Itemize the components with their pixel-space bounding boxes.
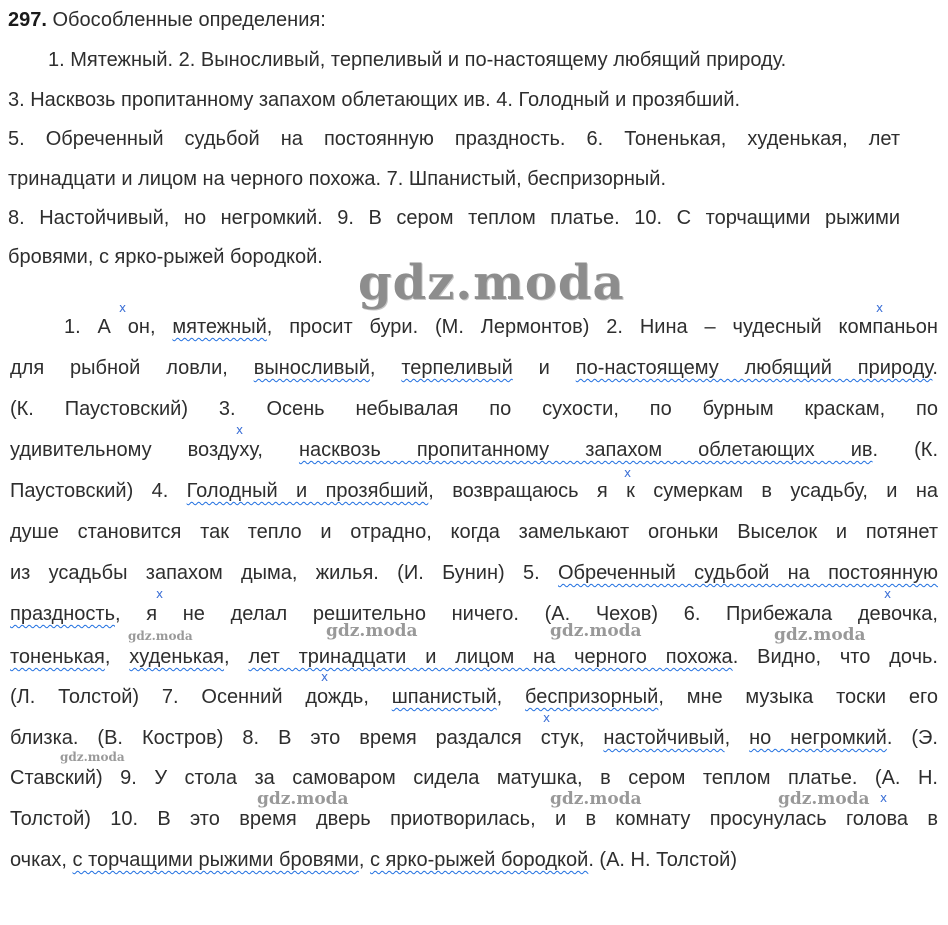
underlined-definition: Обреченный судьбой на постоянную [558, 562, 939, 584]
subject-mark: x [880, 791, 888, 805]
text-fragment: . (К. [872, 439, 938, 461]
underlined-definition: насквозь пропитанному запахом облетающих ив [298, 439, 873, 461]
underlined-definition: Голодный и прозябший [186, 480, 429, 502]
watermark-logo: gdz.moda [550, 789, 642, 809]
task-header [8, 8, 326, 32]
text-fragment: . [932, 357, 938, 379]
sentence-line [10, 685, 938, 709]
sentence-line [10, 807, 938, 831]
text-fragment: (Л. Толстой) 7. Осенний дождь, [10, 686, 392, 708]
sentence-line [10, 397, 938, 421]
sentence-line [10, 438, 938, 462]
subject-mark: x [156, 587, 164, 601]
text-fragment: , [496, 686, 526, 708]
subject-mark: x [543, 711, 551, 725]
text-fragment: для рыбной ловли, [10, 357, 254, 379]
watermark-logo: gdz.moda [257, 789, 349, 809]
underlined-definition: шпанистый [391, 686, 497, 708]
watermark-logo: gdz.moda [358, 255, 625, 311]
text-fragment: Паустовский) 4. [10, 480, 187, 502]
summary-line: 1. Мятежный. 2. Выносливый, терпеливый и по-настоящему любящий природу. [48, 49, 787, 71]
sentence-line [10, 479, 938, 503]
text-fragment: и [512, 357, 576, 379]
text-fragment: очках, [10, 849, 73, 871]
text-fragment: , [358, 849, 370, 871]
text-fragment: , [369, 357, 402, 379]
watermark-logo: gdz.moda [778, 789, 870, 809]
subject-mark: x [624, 466, 632, 480]
sentence-line [10, 520, 938, 544]
subject-mark: x [321, 670, 329, 684]
underlined-definition: терпеливый [401, 357, 513, 379]
text-fragment: Ставский) 9. У стола за самоваром сидела матушка, в сером теплом платье. (А. Н. [10, 767, 938, 789]
underlined-definition: беспризорный [525, 686, 659, 708]
watermark-logo: gdz.moda [550, 621, 642, 641]
sentence-line [10, 766, 938, 790]
sentence-line [10, 561, 938, 585]
text-fragment: . Видно, что дочь. [732, 646, 938, 668]
underlined-definition: лет тринадцати и лицом на черного похожа [248, 646, 733, 668]
watermark-logo: gdz.moda [128, 629, 193, 643]
text-fragment: , возвращаюсь я к сумеркам в усадьбу, и на [428, 480, 938, 502]
summary-line: 8. Настойчивый, но негромкий. 9. В сером теплом платье. 10. С торчащими рыжими [8, 207, 900, 229]
underlined-definition: выносливый [253, 357, 370, 379]
subject-mark: x [119, 301, 127, 315]
subject-mark: x [876, 301, 884, 315]
sentence-line [10, 848, 737, 872]
text-fragment: . (Э. [886, 727, 938, 749]
text-fragment: , я не делал решительно ничего. (А. Чехов) 6. Прибежала девочка, [115, 603, 938, 625]
watermark-logo: gdz.moda [326, 621, 418, 641]
text-fragment: , [724, 727, 750, 749]
underlined-definition: тоненькая [10, 646, 105, 668]
subject-mark: x [236, 423, 244, 437]
subject-mark: x [884, 587, 892, 601]
underlined-definition: с ярко-рыжей бородкой [369, 849, 589, 871]
text-fragment: из усадьбы запахом дыма, жилья. (И. Бунин) 5. [10, 562, 558, 584]
text-fragment: удивительному воздуху, [10, 439, 299, 461]
text-fragment: , мне музыка тоски его [658, 686, 938, 708]
watermark-logo: gdz.moda [60, 750, 125, 764]
summary-line: бровями, с ярко-рыжей бородкой. [8, 246, 323, 268]
sentence-line [10, 602, 938, 626]
summary-line: тринадцати и лицом на черного похожа. 7. Шпанистый, беспризорный. [8, 168, 667, 190]
sentence-line [10, 645, 938, 669]
text-fragment: , просит бури. (М. Лермонтов) 2. Нина – чудесный компаньон [266, 316, 938, 338]
text-fragment: близка. (В. Костров) 8. В это время раздался стук, [10, 727, 604, 749]
underlined-definition: но негромкий [749, 727, 887, 749]
watermark-logo: gdz.moda [774, 625, 866, 645]
summary-line: 3. Насквозь пропитанному запахом облетающих ив. 4. Голодный и прозябший. [8, 89, 741, 111]
sentence-line [64, 315, 938, 339]
underlined-definition: мятежный [172, 316, 267, 338]
text-fragment: 1. А [64, 316, 128, 338]
sentence-line [10, 356, 938, 380]
task-number: 297. [8, 9, 47, 31]
sentence-line [10, 726, 938, 750]
underlined-definition: по-настоящему любящий природу [575, 357, 933, 379]
task-title: Обособленные определения: [46, 9, 326, 31]
underlined-definition: праздность [10, 603, 115, 625]
text-fragment: , [149, 316, 173, 338]
text-fragment: , [104, 646, 130, 668]
underlined-definition: с торчащими рыжими бровями [72, 849, 359, 871]
text-fragment: душе становится так тепло и отрадно, когда замелькают огоньки Выселок и потянет [10, 521, 938, 543]
underlined-definition: худенькая [129, 646, 225, 668]
summary-line: 5. Обреченный судьбой на постоянную праздность. 6. Тоненькая, худенькая, лет [8, 128, 900, 150]
text-fragment: , [224, 646, 249, 668]
underlined-definition: настойчивый [603, 727, 725, 749]
text-fragment: (К. Паустовский) 3. Осень небывалая по сухости, по бурным краскам, по [10, 398, 938, 420]
text-fragment: Толстой) 10. В это время дверь приотворилась, и в комнату просунулась голова в [10, 808, 938, 830]
text-fragment: он [127, 316, 150, 338]
text-fragment: . (А. Н. Толстой) [588, 849, 737, 871]
